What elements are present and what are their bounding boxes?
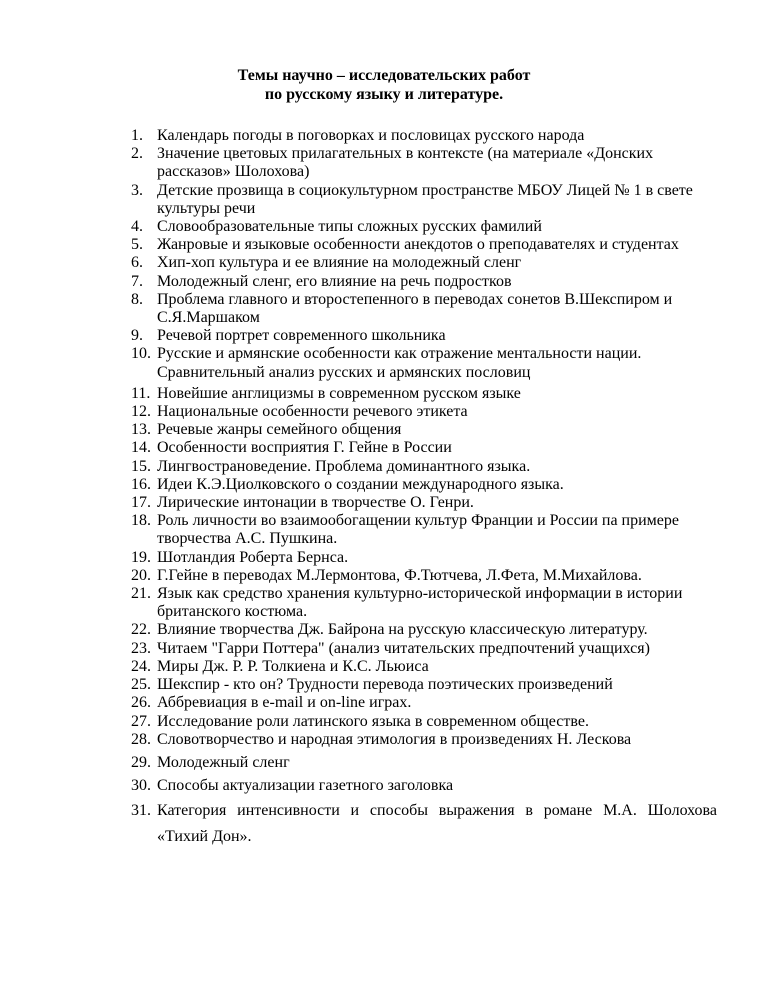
item-number: 18.	[131, 512, 151, 530]
item-number: 19.	[131, 548, 151, 566]
item-text: Детские прозвища в социокультурном пространстве МБОУ Лицей № 1 в свете культуры речи	[157, 181, 693, 217]
list-item	[0, 494, 768, 512]
item-text: Способы актуализации газетного заголовка	[157, 777, 454, 795]
item-number: 22.	[131, 621, 151, 639]
item-number: 6.	[131, 254, 143, 272]
item-text: Лирические интонации в творчестве О. Генри.	[157, 494, 474, 512]
item-text: Национальные особенности речевого этикета	[157, 403, 468, 421]
list-item	[0, 621, 768, 639]
list-item	[0, 145, 768, 181]
item-text: Шекспир - кто он? Трудности перевода поэтических произведений	[157, 676, 613, 694]
list-item	[0, 640, 768, 658]
item-text: Идеи К.Э.Циолковского о создании международного языка.	[157, 475, 564, 493]
item-text: Проблема главного и второстепенного в переводах сонетов В.Шекспиром и С.Я.Маршаком	[157, 290, 673, 327]
document-title	[0, 66, 768, 104]
item-number: 2.	[131, 145, 143, 163]
item-number: 30.	[131, 777, 151, 795]
list-item	[0, 458, 768, 476]
list-item	[0, 777, 768, 795]
list-item	[0, 182, 768, 218]
topics-list	[0, 127, 768, 850]
item-text: Шотландия Роберта Бернса.	[157, 548, 349, 566]
item-number: 24.	[131, 657, 151, 675]
item-text: Исследование роли латинского языка в современном обществе.	[157, 712, 589, 730]
list-item	[0, 439, 768, 457]
item-text: Значение цветовых прилагательных в контексте (на материале «Донских рассказов» Шолохова)	[157, 145, 654, 181]
item-number: 9.	[131, 327, 143, 345]
list-item	[0, 291, 768, 327]
item-text: Читаем "Гарри Поттера" (анализ читательских предпочтений учащихся)	[157, 639, 650, 657]
item-text: Молодежный сленг, его влияние на речь подростков	[157, 272, 512, 290]
item-number: 10.	[131, 345, 151, 363]
list-item	[0, 798, 768, 850]
item-number: 29.	[131, 753, 151, 771]
item-text: Русские и армянские особенности как отражение ментальности нации. Сравнительный анализ русских и армянских пословиц	[157, 345, 642, 381]
title-line-2: по русскому языку и литературе.	[264, 86, 504, 103]
item-number: 17.	[131, 494, 151, 512]
item-text: Хип-хоп культура и ее влияние на молодежный сленг	[157, 254, 522, 272]
list-item	[0, 236, 768, 254]
item-number: 12.	[131, 403, 151, 421]
item-number: 7.	[131, 272, 143, 290]
item-text: Особенности восприятия Г. Гейне в России	[157, 439, 452, 457]
item-number: 1.	[131, 127, 143, 144]
item-text: Г.Гейне в переводах М.Лермонтова, Ф.Тютчева, Л.Фета, М.Михайлова.	[157, 566, 642, 584]
item-text: Словообразовательные типы сложных русских фамилий	[157, 218, 542, 236]
item-number: 21.	[131, 585, 151, 603]
item-number: 11.	[131, 384, 151, 402]
list-item	[0, 676, 768, 694]
item-text: Словотворчество и народная этимология в произведениях Н. Лескова	[157, 730, 632, 748]
list-item	[0, 254, 768, 272]
item-text: Лингвострановедение. Проблема доминантного языка.	[157, 457, 531, 475]
list-item	[0, 218, 768, 236]
item-number: 13.	[131, 421, 151, 439]
item-text: Роль личности во взаимообогащении культур Франции и России па примере творчества А.С. Пушкина.	[157, 512, 679, 548]
item-text: Миры Дж. Р. Р. Толкиена и К.С. Льюиса	[157, 657, 429, 675]
item-number: 16.	[131, 475, 151, 493]
list-item	[0, 585, 768, 621]
list-item	[0, 345, 768, 381]
list-item	[0, 731, 768, 749]
item-text: Жанровые и языковые особенности анекдотов о преподавателях и студентах	[157, 236, 679, 254]
item-text: Влияние творчества Дж. Байрона на русскую классическую литературу.	[157, 621, 648, 639]
list-item	[0, 403, 768, 421]
item-number: 27.	[131, 712, 151, 730]
item-text: Новейшие англицизмы в современном русском языке	[157, 384, 521, 402]
item-number: 5.	[131, 236, 143, 254]
item-text: Календарь погоды в поговорках и пословицах русского народа	[157, 127, 585, 144]
list-item	[0, 567, 768, 585]
title-line-1: Темы научно – исследовательских работ	[237, 67, 531, 84]
list-item	[0, 385, 768, 403]
list-item	[0, 512, 768, 548]
list-item	[0, 549, 768, 567]
item-text: Аббревиация в e-mail и on-line играх.	[157, 694, 412, 712]
list-item	[0, 127, 768, 145]
item-number: 20.	[131, 566, 151, 584]
list-item	[0, 754, 768, 772]
item-number: 15.	[131, 457, 151, 475]
item-number: 25.	[131, 676, 151, 694]
item-number: 31.	[131, 802, 151, 820]
item-number: 8.	[131, 290, 143, 308]
item-number: 26.	[131, 694, 151, 712]
list-item	[0, 327, 768, 345]
item-number: 4.	[131, 218, 143, 236]
list-item	[0, 273, 768, 291]
item-number: 14.	[131, 439, 151, 457]
item-number: 23.	[131, 639, 151, 657]
list-item	[0, 694, 768, 712]
item-text: Язык как средство хранения культурно-исторической информации в истории британского костюма.	[157, 585, 683, 621]
item-text: Категория интенсивности и способы выражения в романе М.А. Шолохова «Тихий Дон».	[157, 802, 717, 846]
item-number: 28.	[131, 730, 151, 748]
item-text: Речевые жанры семейного общения	[157, 421, 402, 439]
list-item	[0, 421, 768, 439]
list-item	[0, 713, 768, 731]
item-text: Молодежный сленг	[157, 753, 290, 771]
item-text: Речевой портрет современного школьника	[157, 327, 446, 345]
item-number: 3.	[131, 181, 143, 199]
list-item	[0, 476, 768, 494]
list-item	[0, 658, 768, 676]
